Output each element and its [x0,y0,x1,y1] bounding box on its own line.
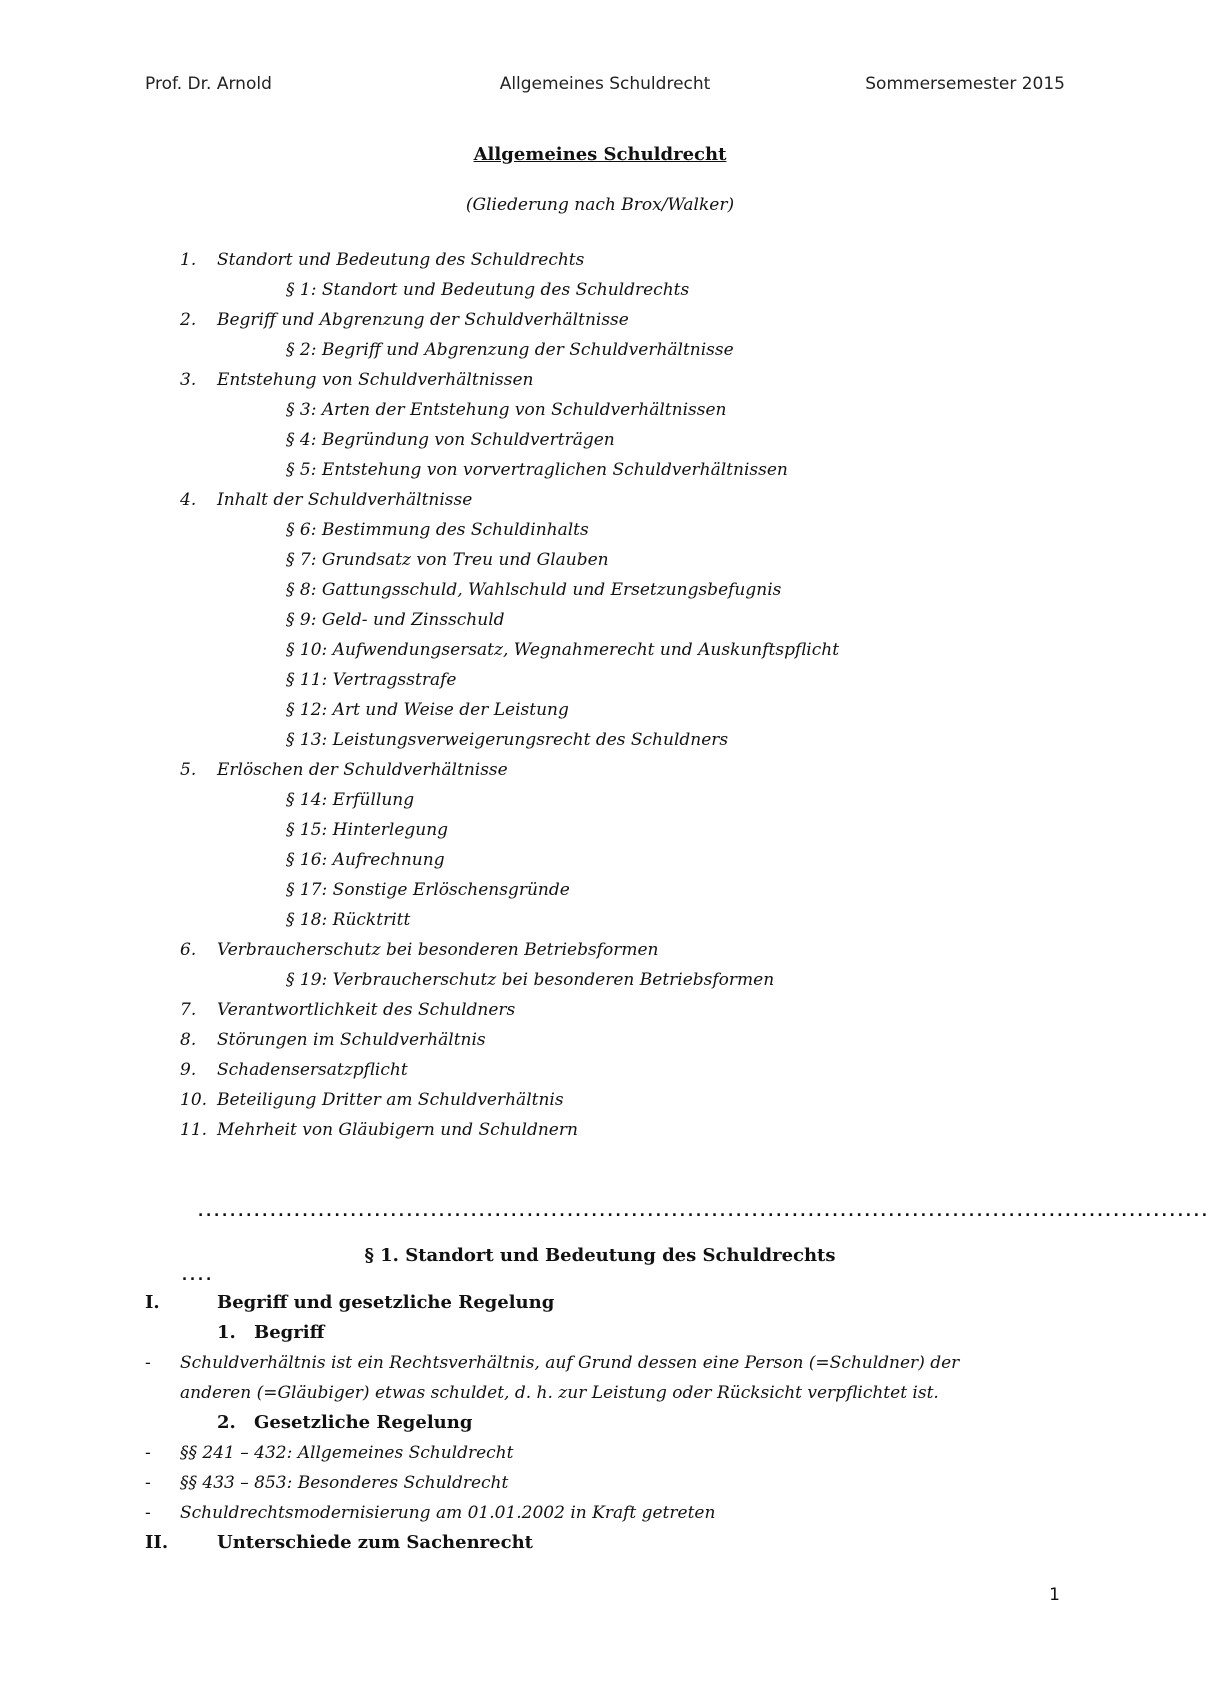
bullet-text: §§ 433 – 853: Besonderes Schuldrecht [180,1473,509,1493]
outline-item [0,1085,1200,1115]
outline-text: Schadensersatzpflicht [217,1060,408,1080]
outline-subitem-text: § 1: Standort und Bedeutung des Schuldrechts [286,280,690,300]
dash-bullet: - [145,1353,151,1373]
outline-subitem [0,635,1200,665]
outline-list [0,245,1200,1145]
outline-number: 6. [180,940,197,960]
outline-number: 8. [180,1030,197,1050]
outline-text: Entstehung von Schuldverhältnissen [217,370,534,390]
outline-subitem [0,605,1200,635]
heading-part-1 [0,1288,1200,1318]
outline-subitem-text: § 19: Verbraucherschutz bei besonderen Betriebsformen [286,970,775,990]
outline-subitem-text: § 7: Grundsatz von Treu und Glauben [286,550,609,570]
outline-item [0,365,1200,395]
outline-subitem [0,665,1200,695]
heading-part-2 [0,1528,1200,1558]
outline-item [0,1055,1200,1085]
outline-subitem [0,725,1200,755]
outline-subitem-text: § 10: Aufwendungsersatz, Wegnahmerecht und Auskunftspflicht [286,640,840,660]
separator-line-1: .............................................................................................................................. [196,1202,1208,1220]
subheading-1 [0,1318,1200,1348]
outline-number: 3. [180,370,197,390]
outline-subitem-text: § 12: Art und Weise der Leistung [286,700,569,720]
outline-number: 4. [180,490,197,510]
outline-subitem [0,905,1200,935]
outline-subitem [0,455,1200,485]
outline-subitem-text: § 9: Geld- und Zinsschuld [286,610,505,630]
outline-subitem [0,845,1200,875]
outline-subitem-text: § 6: Bestimmung des Schuldinhalts [286,520,589,540]
outline-number: 10. [180,1090,208,1110]
outline-subitem-text: § 15: Hinterlegung [286,820,449,840]
outline-subitem [0,575,1200,605]
document-title: Allgemeines Schuldrecht [473,144,727,165]
outline-subitem [0,395,1200,425]
document-subtitle: (Gliederung nach Brox/Walker) [465,195,735,215]
paragraph-text: anderen (=Gläubiger) etwas schuldet, d. h. zur Leistung oder Rücksicht verpflichtet ist. [180,1383,939,1403]
outline-number: 11. [180,1120,208,1140]
separator-line-2: .... [180,1266,213,1284]
dash-bullet: - [145,1473,151,1493]
outline-subitem-text: § 4: Begründung von Schuldverträgen [286,430,615,450]
outline-item [0,245,1200,275]
header-author: Prof. Dr. Arnold [145,74,272,94]
bullet-text: Schuldrechtsmodernisierung am 01.01.2002 in Kraft getreten [180,1503,716,1523]
page-number: 1 [1049,1585,1060,1605]
outline-subitem [0,545,1200,575]
subheading-text: Gesetzliche Regelung [254,1412,473,1433]
header-semester: Sommersemester 2015 [865,74,1065,94]
outline-item [0,755,1200,785]
outline-number: 9. [180,1060,197,1080]
outline-subitem [0,695,1200,725]
outline-subitem-text: § 14: Erfüllung [286,790,415,810]
outline-subitem [0,515,1200,545]
outline-subitem [0,785,1200,815]
outline-number: 1. [180,250,197,270]
outline-number: 5. [180,760,197,780]
outline-text: Verbraucherschutz bei besonderen Betriebsformen [217,940,659,960]
outline-text: Standort und Bedeutung des Schuldrechts [217,250,585,270]
heading-text: Unterschiede zum Sachenrecht [217,1532,533,1553]
outline-subitem [0,425,1200,455]
outline-subitem [0,815,1200,845]
outline-subitem-text: § 16: Aufrechnung [286,850,445,870]
section-title: § 1. Standort und Bedeutung des Schuldrechts [364,1245,836,1266]
outline-subitem-text: § 11: Vertragsstrafe [286,670,457,690]
outline-subitem-text: § 18: Rücktritt [286,910,411,930]
outline-subitem [0,335,1200,365]
outline-item [0,1025,1200,1055]
bullet-item [0,1438,1200,1468]
outline-number: 7. [180,1000,197,1020]
outline-subitem-text: § 5: Entstehung von vorvertraglichen Schuldverhältnissen [286,460,788,480]
outline-text: Beteiligung Dritter am Schuldverhältnis [217,1090,564,1110]
header-course: Allgemeines Schuldrecht [499,74,711,94]
dash-bullet: - [145,1503,151,1523]
outline-subitem-text: § 2: Begriff und Abgrenzung der Schuldverhältnisse [286,340,734,360]
bullet-item [0,1498,1200,1528]
outline-text: Mehrheit von Gläubigern und Schuldnern [217,1120,578,1140]
outline-item [0,485,1200,515]
outline-subitem [0,965,1200,995]
subheading-number: 2. [217,1412,236,1433]
paragraph-text: Schuldverhältnis ist ein Rechtsverhältnis, auf Grund dessen eine Person (=Schuldner) der [180,1353,960,1373]
outline-item [0,1115,1200,1145]
outline-subitem [0,275,1200,305]
outline-text: Verantwortlichkeit des Schuldners [217,1000,516,1020]
outline-subitem [0,875,1200,905]
outline-item [0,995,1200,1025]
roman-numeral: II. [145,1532,169,1553]
dash-bullet: - [145,1443,151,1463]
outline-subitem-text: § 8: Gattungsschuld, Wahlschuld und Ersetzungsbefugnis [286,580,782,600]
bullet-text: §§ 241 – 432: Allgemeines Schuldrecht [180,1443,514,1463]
subheading-2 [0,1408,1200,1438]
outline-text: Begriff und Abgrenzung der Schuldverhältnisse [217,310,629,330]
outline-subitem-text: § 3: Arten der Entstehung von Schuldverhältnissen [286,400,727,420]
outline-item [0,305,1200,335]
outline-subitem-text: § 17: Sonstige Erlöschensgründe [286,880,570,900]
paragraph-line [0,1378,1200,1408]
outline-text: Erlöschen der Schuldverhältnisse [217,760,508,780]
outline-text: Inhalt der Schuldverhältnisse [217,490,473,510]
section-body [0,1288,1200,1558]
bullet-item [0,1468,1200,1498]
subheading-text: Begriff [254,1322,325,1343]
roman-numeral: I. [145,1292,160,1313]
outline-number: 2. [180,310,197,330]
outline-subitem-text: § 13: Leistungsverweigerungsrecht des Schuldners [286,730,729,750]
outline-item [0,935,1200,965]
paragraph-line [0,1348,1200,1378]
heading-text: Begriff und gesetzliche Regelung [217,1292,555,1313]
subheading-number: 1. [217,1322,236,1343]
outline-text: Störungen im Schuldverhältnis [217,1030,486,1050]
